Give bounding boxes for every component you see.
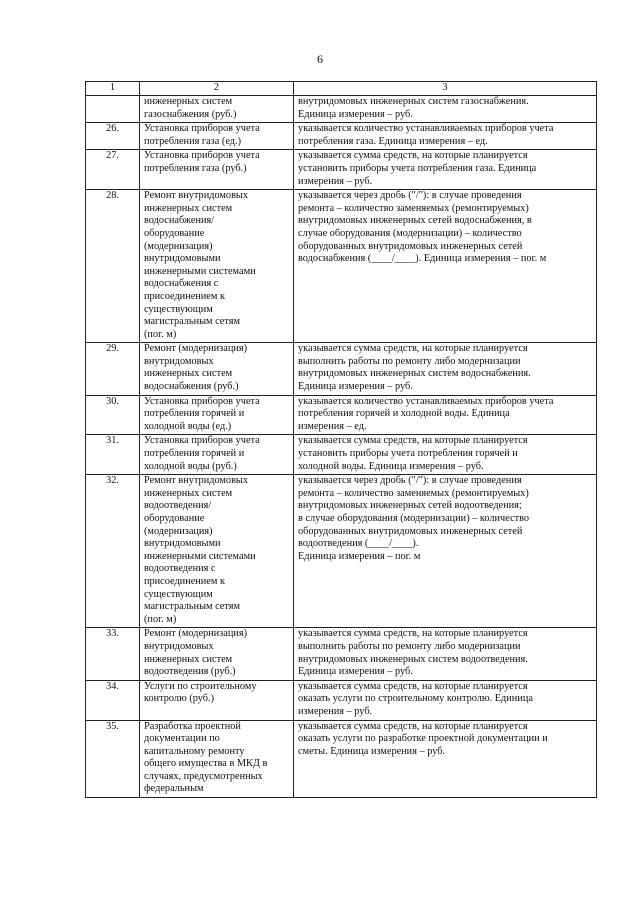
description-cell (294, 343, 597, 395)
work-type-line: инженерными системами (144, 550, 256, 562)
row-number: 32. (86, 475, 140, 628)
description-line: указывается сумма средств, на которые планируется (298, 150, 528, 162)
description-cell (294, 720, 597, 798)
table-row (86, 680, 597, 720)
work-type-line: водоснабжения/ (144, 215, 215, 227)
table-row (86, 475, 597, 628)
work-type-line: контролю (руб.) (144, 693, 215, 705)
work-type-line: водоснабжения (руб.) (144, 381, 239, 393)
work-type-line: магистральным сетям (144, 601, 240, 613)
description-cell (294, 190, 597, 343)
work-type-line: Установка приборов учета (144, 123, 260, 135)
description-line: оказать услуги по разработке проектной документации и (298, 733, 548, 745)
description-line: указывается количество устанавливаемых приборов учета (298, 123, 554, 135)
work-type-cell (140, 343, 294, 395)
work-type-line: Ремонт (модернизация) (144, 343, 248, 355)
work-type-cell (140, 150, 294, 190)
description-line: внутридомовых инженерных сетей водоотведения; (298, 500, 522, 512)
work-type-line: инженерными системами (144, 265, 256, 277)
column-header-number: 1 (86, 82, 140, 96)
row-number: 34. (86, 680, 140, 720)
description-line: внутридомовых инженерных систем газоснабжения. (298, 96, 529, 107)
work-type-cell (140, 435, 294, 475)
table-row (86, 123, 597, 150)
work-type-line: Ремонт (модернизация) (144, 628, 248, 640)
description-line: выполнить работы по ремонту либо модернизации (298, 640, 521, 652)
description-line: потребления горячей и холодной воды. Единица (298, 408, 510, 420)
work-type-line: магистральным сетям (144, 316, 240, 328)
row-number: 26. (86, 123, 140, 150)
work-type-cell (140, 475, 294, 628)
description-line: водоснабжения (____/____). Единица измерения – пог. м (298, 253, 547, 265)
table-body (86, 96, 597, 798)
description-line: внутридомовых инженерных систем водоотведения. (298, 653, 528, 665)
work-type-line: инженерных систем (144, 487, 233, 499)
description-line: указывается сумма средств, на которые планируется (298, 680, 528, 692)
work-type-line: водоотведения с (144, 563, 216, 575)
description-cell (294, 680, 597, 720)
description-line: измерения – руб. (298, 175, 373, 187)
description-line: измерения – ед. (298, 420, 367, 432)
row-number: 35. (86, 720, 140, 798)
work-type-line: инженерных систем (144, 96, 233, 107)
column-header-description: 3 (294, 82, 597, 96)
work-type-line: общего имущества в МКД в (144, 758, 268, 770)
work-type-line: случаях, предусмотренных (144, 770, 263, 782)
description-line: ремонта – количество заменяемых (ремонтируемых) (298, 202, 529, 214)
row-number: 33. (86, 628, 140, 680)
work-type-line: Ремонт внутридомовых (144, 190, 248, 202)
description-line: случае оборудования (модернизации) – количество (298, 227, 522, 239)
description-cell (294, 435, 597, 475)
description-line: указывается сумма средств, на которые планируется (298, 435, 528, 447)
row-number (86, 96, 140, 123)
work-type-line: холодной воды (ед.) (144, 420, 232, 432)
description-line: указывается сумма средств, на которые планируется (298, 628, 528, 640)
description-line: установить приборы учета потребления газа. Единица (298, 162, 537, 174)
work-type-line: (пог. м) (144, 613, 177, 625)
work-type-line: Ремонт внутридомовых (144, 475, 248, 487)
work-type-line: внутридомовых (144, 640, 214, 652)
description-line: установить приборы учета потребления горячей и (298, 448, 518, 460)
work-type-line: Разработка проектной (144, 720, 241, 732)
description-line: сметы. Единица измерения – руб. (298, 745, 446, 757)
work-type-line: внутридомовыми (144, 253, 221, 265)
description-line: Единица измерения – руб. (298, 666, 413, 678)
row-number: 29. (86, 343, 140, 395)
work-type-line: присоединением к (144, 290, 225, 302)
work-type-cell (140, 190, 294, 343)
table-row (86, 628, 597, 680)
description-line: указывается сумма средств, на которые планируется (298, 343, 528, 355)
work-type-line: присоединением к (144, 575, 225, 587)
description-line: указывается через дробь ("/"): в случае проведения (298, 475, 522, 487)
description-cell (294, 628, 597, 680)
work-type-cell (140, 720, 294, 798)
description-line: оборудованных внутридомовых инженерных сетей (298, 240, 523, 252)
description-line: потребления газа. Единица измерения – ед. (298, 135, 488, 147)
work-type-line: Установка приборов учета (144, 150, 260, 162)
work-type-line: потребления газа (руб.) (144, 162, 247, 174)
table-row (86, 435, 597, 475)
description-line: оказать услуги по строительному контролю. Единица (298, 693, 533, 705)
work-type-cell (140, 680, 294, 720)
description-cell (294, 395, 597, 435)
work-type-line: внутридомовых (144, 355, 214, 367)
work-type-line: оборудование (144, 513, 205, 524)
table-row (86, 150, 597, 190)
work-type-line: потребления газа (ед.) (144, 135, 242, 147)
work-type-line: инженерных систем (144, 653, 233, 665)
description-cell (294, 150, 597, 190)
work-type-line: существующим (144, 303, 213, 315)
column-header-name: 2 (140, 82, 294, 96)
description-line: водоотведения (____/____). (298, 538, 419, 550)
description-line: Единица измерения – руб. (298, 381, 413, 393)
work-type-line: водоотведения/ (144, 500, 212, 512)
description-line: выполнить работы по ремонту либо модернизации (298, 355, 521, 367)
work-type-line: инженерных систем (144, 202, 233, 214)
work-type-cell (140, 395, 294, 435)
work-type-cell (140, 628, 294, 680)
description-cell (294, 123, 597, 150)
work-type-line: холодной воды (руб.) (144, 460, 237, 472)
description-line: указывается через дробь ("/"): в случае проведения (298, 190, 522, 202)
work-type-line: Установка приборов учета (144, 395, 260, 407)
table-row (86, 96, 597, 123)
document-table (85, 81, 597, 798)
description-line: Единица измерения – руб. (298, 108, 413, 120)
work-type-line: Установка приборов учета (144, 435, 260, 447)
work-type-line: потребления горячей и (144, 408, 245, 420)
work-type-line: газоснабжения (руб.) (144, 108, 237, 120)
work-type-line: Услуги по строительному (144, 680, 257, 692)
work-type-line: водоснабжения с (144, 278, 219, 290)
work-type-line: федеральным (144, 783, 204, 795)
table-row (86, 343, 597, 395)
work-type-cell (140, 123, 294, 150)
table-header-row (86, 82, 597, 96)
work-type-line: инженерных систем (144, 368, 233, 380)
description-cell (294, 96, 597, 123)
description-line: оборудованных внутридомовых инженерных сетей (298, 525, 523, 537)
row-number: 31. (86, 435, 140, 475)
page-number: 6 (317, 52, 323, 66)
description-line: холодной воды. Единица измерения – руб. (298, 460, 484, 472)
description-line: ремонта – количество заменяемых (ремонтируемых) (298, 487, 529, 499)
table-row (86, 395, 597, 435)
description-line: в случае оборудования (модернизации) – количество (298, 513, 530, 524)
work-type-line: внутридомовыми (144, 538, 221, 550)
description-line: указывается количество устанавливаемых приборов учета (298, 395, 554, 407)
work-type-cell (140, 96, 294, 123)
description-line: внутридомовых инженерных сетей водоснабжения, в (298, 215, 532, 227)
work-type-line: потребления горячей и (144, 448, 245, 460)
work-type-line: существующим (144, 588, 213, 600)
work-type-line: документации по (144, 733, 220, 745)
work-type-line: (модернизация) (144, 240, 213, 252)
work-type-line: (пог. м) (144, 328, 177, 340)
row-number: 28. (86, 190, 140, 343)
row-number: 27. (86, 150, 140, 190)
table-row (86, 190, 597, 343)
work-type-line: водоотведения (руб.) (144, 666, 236, 678)
description-line: Единица измерения – пог. м (298, 550, 421, 562)
work-type-line: оборудование (144, 227, 205, 239)
description-line: измерения – руб. (298, 705, 373, 717)
row-number: 30. (86, 395, 140, 435)
description-line: указывается сумма средств, на которые планируется (298, 720, 528, 732)
table-row (86, 720, 597, 798)
description-line: внутридомовых инженерных систем водоснабжения. (298, 368, 531, 380)
work-type-line: капитальному ремонту (144, 745, 245, 757)
description-cell (294, 475, 597, 628)
work-type-line: (модернизация) (144, 525, 213, 537)
